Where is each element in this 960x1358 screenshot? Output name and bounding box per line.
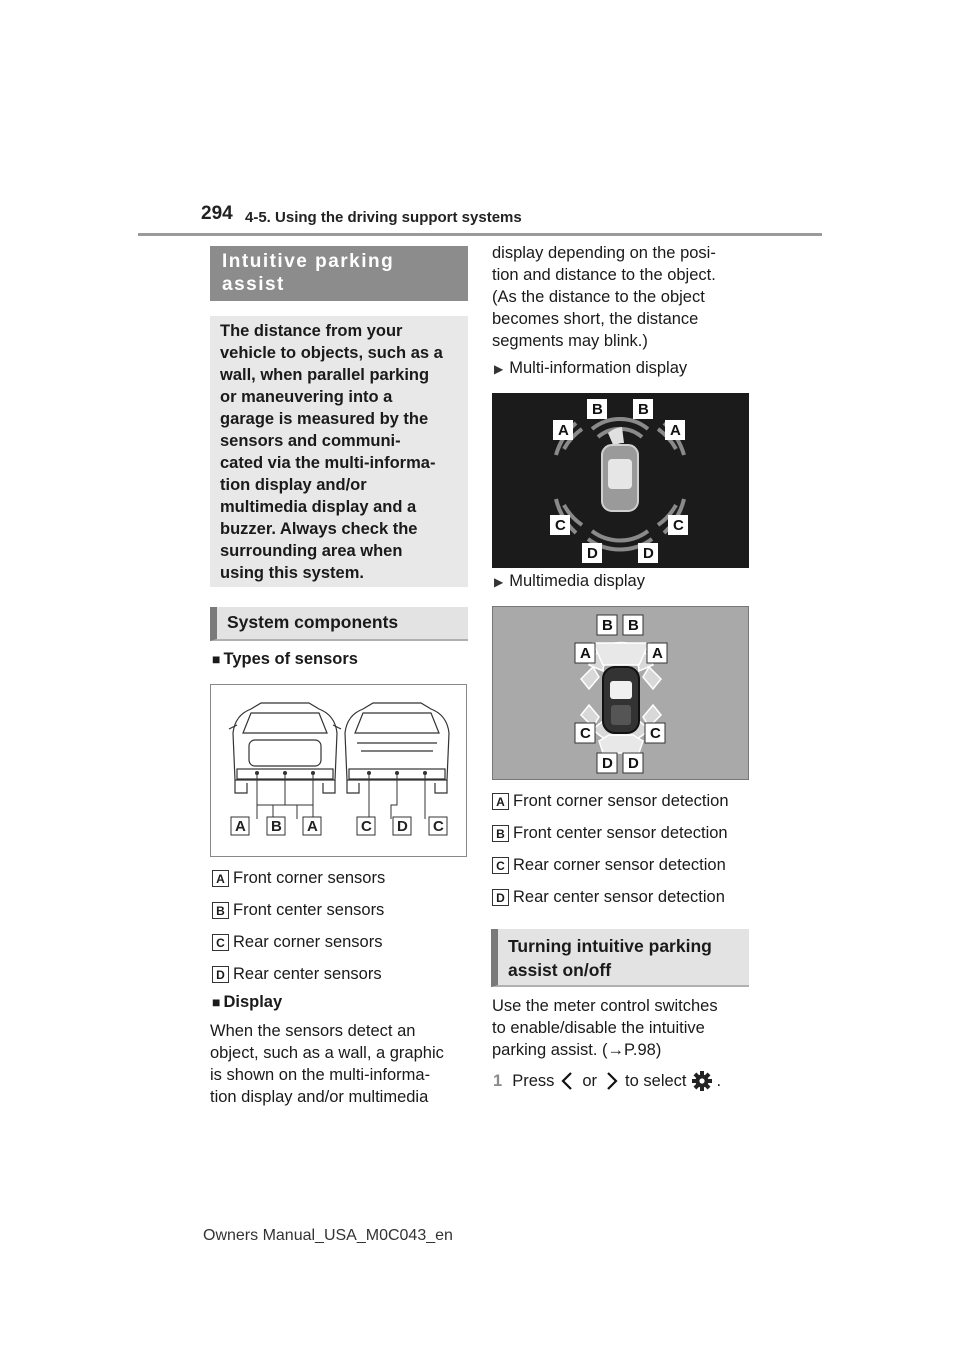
step-or-text: or: [582, 1071, 598, 1090]
multimedia-display-label: Multimedia display: [509, 572, 645, 590]
svg-text:D: D: [587, 545, 598, 562]
multimedia-display-illustration: [493, 607, 748, 779]
legend-key: D: [492, 889, 509, 906]
multi-info-display-item: [494, 359, 687, 378]
body-line: display depending on the posi-: [492, 244, 716, 262]
multi-info-display-label: Multi-information display: [509, 359, 688, 377]
header-rule: [138, 233, 822, 236]
figure-label-c: C: [361, 818, 372, 835]
bullet-square: ■: [212, 651, 221, 667]
body-line: to enable/disable the intuitive: [492, 1019, 705, 1037]
step-press-text: Press: [512, 1071, 555, 1090]
intro-line: using this system.: [220, 564, 364, 582]
arrow-bullet-icon: ▶: [494, 575, 504, 589]
body-line: (As the distance to the object: [492, 288, 705, 306]
step-number: 1: [493, 1071, 503, 1090]
body-line: parking assist. (→P.98): [492, 1041, 662, 1059]
display-legend-c: [492, 855, 726, 875]
legend-key: C: [212, 934, 229, 951]
chevron-right-icon: [597, 1070, 625, 1092]
display-heading: [212, 993, 282, 1012]
legend-text: Front corner sensors: [233, 869, 386, 887]
sensor-legend-b: [212, 900, 384, 920]
sensor-legend-c: [212, 932, 382, 952]
sensor-location-figure: [210, 684, 467, 857]
types-of-sensors-heading: [212, 650, 358, 669]
legend-text: Front center sensors: [233, 901, 385, 919]
footer-doc-id: Owners Manual_USA_M0C043_en: [203, 1227, 453, 1244]
intro-box: [210, 316, 468, 587]
multimedia-display-item: [494, 572, 645, 591]
legend-text: Rear center sensor detection: [513, 888, 725, 906]
svg-text:C: C: [555, 517, 566, 534]
multimedia-display-figure: [492, 606, 749, 780]
legend-key: B: [212, 902, 229, 919]
chevron-left-icon: [554, 1070, 582, 1092]
multi-info-display-figure: [492, 393, 749, 568]
body-line: becomes short, the distance: [492, 310, 699, 328]
figure-label-a: A: [307, 818, 318, 835]
page-number: 294: [201, 203, 233, 224]
legend-key: C: [492, 857, 509, 874]
intro-line: buzzer. Always check the: [220, 520, 418, 538]
svg-text:B: B: [592, 401, 603, 418]
body-line: object, such as a wall, a graphic: [210, 1044, 444, 1062]
types-of-sensors-label: Types of sensors: [223, 650, 358, 668]
svg-text:D: D: [602, 755, 613, 772]
legend-text: Front center sensor detection: [513, 824, 728, 842]
display-legend-d: [492, 887, 725, 907]
intro-line: multimedia display and a: [220, 498, 417, 516]
display-legend-a: [492, 791, 729, 811]
step-period: .: [716, 1071, 722, 1090]
turning-on-off-heading: [491, 929, 749, 987]
legend-text: Rear corner sensor detection: [513, 856, 726, 874]
display-paragraph-right: [492, 242, 754, 352]
legend-text: Rear center sensors: [233, 965, 382, 983]
svg-text:D: D: [643, 545, 654, 562]
svg-text:C: C: [650, 725, 661, 742]
display-paragraph-left: [210, 1020, 472, 1108]
legend-key: B: [492, 825, 509, 842]
bullet-square: ■: [212, 994, 221, 1010]
arrow-bullet-icon: ▶: [494, 362, 504, 376]
legend-key: D: [212, 966, 229, 983]
figure-label-d: D: [397, 818, 408, 835]
body-line: tion and distance to the object.: [492, 266, 716, 284]
intro-line: garage is measured by the: [220, 410, 429, 428]
intro-line: cated via the multi-informa-: [220, 454, 436, 472]
svg-text:B: B: [628, 617, 639, 634]
section-title-line-1: Intuitive parking: [222, 251, 395, 272]
svg-text:A: A: [558, 422, 569, 439]
intro-line: sensors and communi-: [220, 432, 401, 450]
figure-label-b: B: [271, 818, 282, 835]
intro-line: vehicle to objects, such as a: [220, 344, 443, 362]
svg-text:A: A: [580, 645, 591, 662]
body-line: tion display and/or multimedia: [210, 1088, 429, 1106]
turning-paragraph: [492, 995, 754, 1061]
chapter-title: 4-5. Using the driving support systems: [245, 209, 522, 226]
system-components-heading: System components: [210, 607, 468, 641]
body-line: Use the meter control switches: [492, 997, 718, 1015]
multi-info-display-illustration: [492, 393, 749, 568]
figure-label-c: C: [433, 818, 444, 835]
display-legend-b: [492, 823, 728, 843]
sensor-legend-d: [212, 964, 382, 984]
intro-line: wall, when parallel parking: [220, 366, 430, 384]
svg-text:A: A: [670, 422, 681, 439]
turning-heading-line-2: assist on/off: [508, 960, 612, 980]
sensor-legend-a: [212, 868, 385, 888]
legend-text: Rear corner sensors: [233, 933, 383, 951]
legend-text: Front corner sensor detection: [513, 792, 729, 810]
section-title-line-2: assist: [222, 274, 285, 295]
figure-label-a: A: [235, 818, 246, 835]
display-heading-label: Display: [223, 993, 283, 1011]
body-line: segments may blink.): [492, 332, 648, 350]
step-1: [493, 1070, 721, 1092]
svg-text:B: B: [602, 617, 613, 634]
body-line: When the sensors detect an: [210, 1022, 416, 1040]
intro-line: surrounding area when: [220, 542, 403, 560]
body-line: is shown on the multi-informa-: [210, 1066, 431, 1084]
step-to-select-text: to select: [625, 1071, 687, 1090]
svg-text:D: D: [628, 755, 639, 772]
gear-icon: [687, 1070, 717, 1092]
sensor-location-illustration: [211, 685, 466, 856]
intro-line: tion display and/or: [220, 476, 367, 494]
intro-line: The distance from your: [220, 322, 403, 340]
svg-text:C: C: [580, 725, 591, 742]
turning-heading-line-1: Turning intuitive parking: [508, 936, 712, 956]
svg-text:A: A: [652, 645, 663, 662]
legend-key: A: [212, 870, 229, 887]
section-title-box: [210, 246, 468, 301]
svg-text:C: C: [673, 517, 684, 534]
svg-text:B: B: [638, 401, 649, 418]
legend-key: A: [492, 793, 509, 810]
intro-line: or maneuvering into a: [220, 388, 393, 406]
